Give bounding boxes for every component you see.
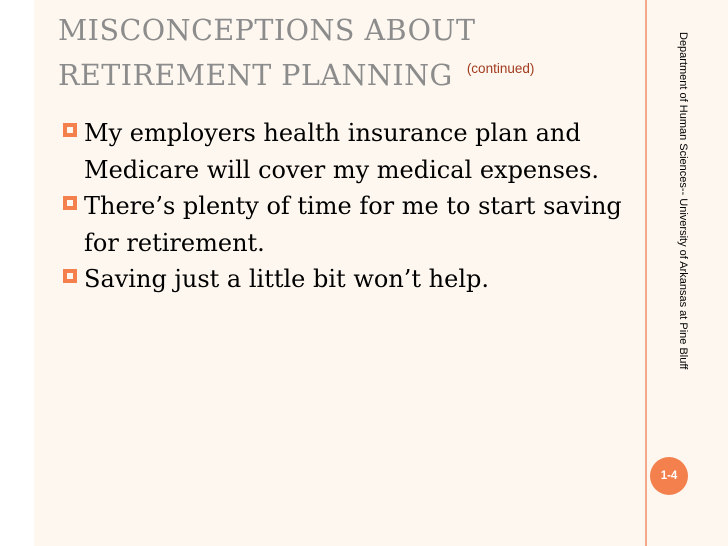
title-line-2: RETIREMENT PLANNING [58,59,453,92]
bullet-item [62,261,632,298]
bullet-text: Saving just a little bit won’t help. [84,265,489,293]
bullet-text: There’s plenty of time for me to start saving for retirement. [84,192,622,257]
bullet-icon [62,122,78,138]
title-line-1: MISCONCEPTIONS ABOUT [58,14,476,47]
bullet-icon [62,195,78,211]
page-number-badge: 1-4 [650,457,688,495]
department-footer-text: Department of Human Sciences-- University of Arkansas at Pine Bluff [677,32,689,370]
vertical-divider [645,0,647,546]
bullet-list [62,115,632,298]
bullet-item [62,188,632,261]
bullet-item [62,115,632,188]
bullet-icon [62,268,78,284]
continued-label: (continued) [466,61,535,76]
slide-title [58,12,618,95]
bullet-text: My employers health insurance plan and Medicare will cover my medical expenses. [84,119,600,184]
